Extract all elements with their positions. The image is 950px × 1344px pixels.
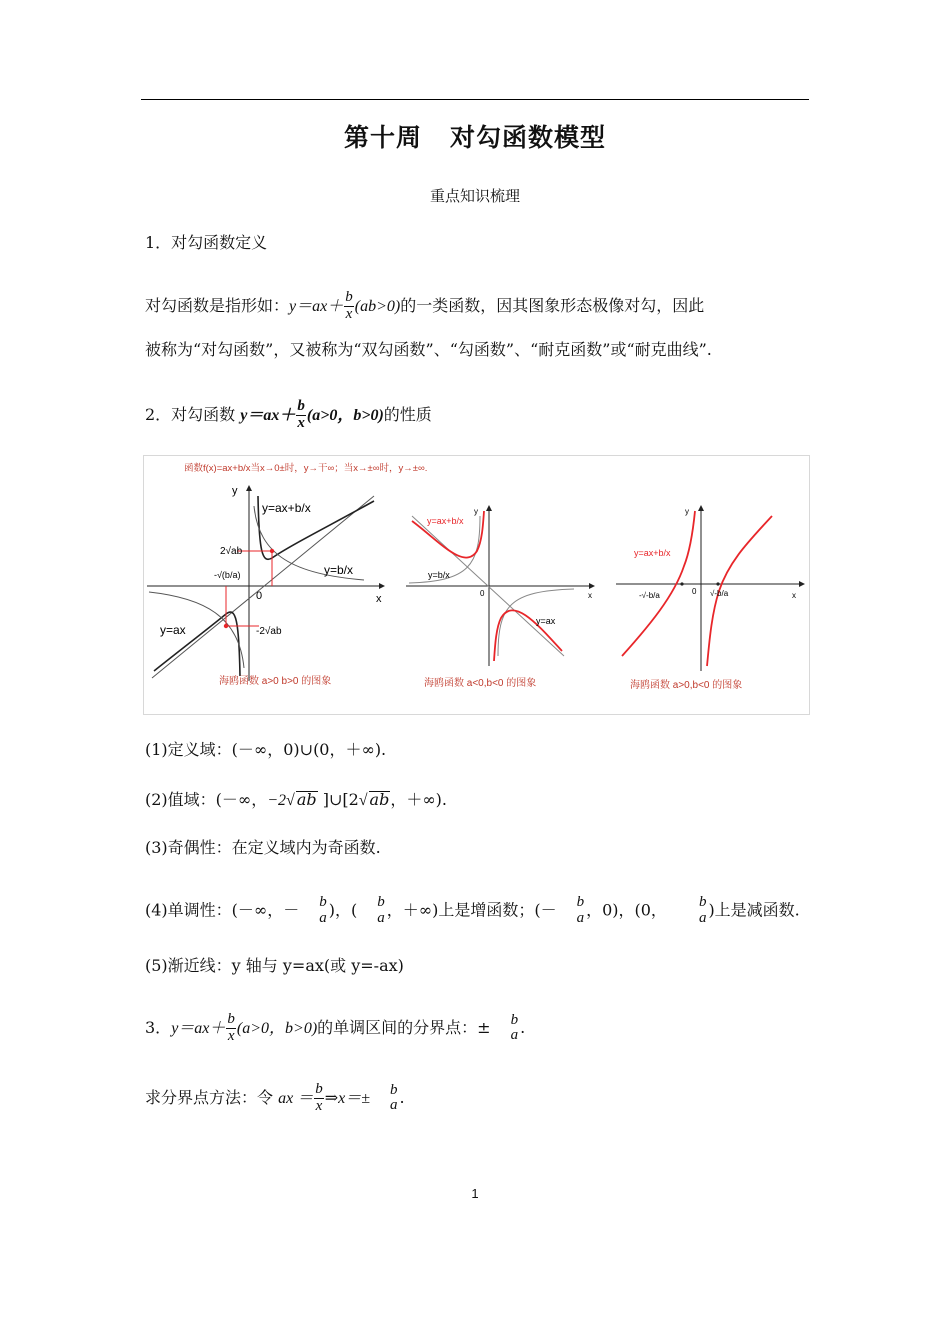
g3-origin-label: 0: [692, 587, 697, 596]
g1-asymptote-line: [152, 496, 374, 678]
property-monotonicity: (4)单调性：(－∞，－ b a )，( b a ，＋∞)上是增函数；(－ b a ，0)，(0， b a )上是减函数.: [145, 894, 800, 926]
g1-caption: 海鸥函数 a>0 b>0 的图象: [219, 676, 332, 687]
g3-caption: 海鸥函数 a>0,b<0 的图象: [630, 680, 743, 691]
header-rule: [141, 99, 809, 100]
figure-top-caption: 函数f(x)=ax+b/x当x→0±时，y→干∞；当x→±∞时，y→±∞.: [184, 463, 428, 474]
property-asymptotes: (5)渐近线：y 轴与 y=ax(或 y=-ax): [145, 956, 404, 975]
graph-2: [406, 506, 594, 689]
g1-point-min: [270, 549, 274, 553]
fraction-b-over-x: $\frac{b}{x}$: [345, 289, 353, 322]
g2-caption: 海鸥函数 a<0,b<0 的图象: [424, 678, 537, 689]
g3-x-label: x: [792, 591, 796, 600]
g3-root-neg: [680, 582, 683, 585]
g2-curve-label: y=ax+b/x: [427, 516, 464, 526]
subtitle: 重点知识梳理: [429, 187, 520, 205]
g1-origin-label: 0: [256, 590, 263, 602]
g3-pos-root-label: √-b/a: [710, 589, 729, 598]
graph-figure: [143, 455, 810, 715]
section-2-heading: 2．对勾函数 y＝ax＋ $\frac{b}{x}$ (a>0，b>0)的性质: [145, 398, 432, 431]
g2-hyperbola-label: y=b/x: [428, 570, 450, 580]
g1-x-label: x: [376, 593, 382, 605]
section-1-heading: 1．对勾函数定义: [145, 233, 268, 252]
g1-neg-value-label: -2√ab: [256, 626, 282, 637]
graph-1: [147, 485, 384, 687]
g1-pos-value-label: 2√ab: [220, 546, 243, 557]
g3-curve-label: y=ax+b/x: [634, 548, 671, 558]
graph-3: [616, 506, 804, 691]
page-number: 1: [471, 1186, 479, 1201]
definition-line-1: 对勾函数是指形如：y＝ax＋ $\frac{b}{x}$ (ab>0)的一类函数，因其图象形态极像对勾，因此: [145, 289, 705, 322]
g3-y-label: y: [685, 507, 689, 516]
g1-point-max: [224, 624, 228, 628]
section-3-line: 3．y＝ax＋ $\frac{b}{x}$ (a>0，b>0)的单调区间的分界点：± b a .: [145, 1011, 526, 1044]
g2-origin-label: 0: [480, 589, 485, 598]
fraction-b-over-x: $\frac{b}{x}$: [297, 398, 305, 431]
property-parity: (3)奇偶性：在定义域内为奇函数.: [145, 838, 381, 857]
definition-line-2: 被称为“对勾函数”，又被称为“双勾函数”、“勾函数”、“耐克函数”或“耐克曲线”.: [145, 340, 712, 359]
g3-root-pos: [716, 582, 719, 585]
property-domain: (1)定义域：(－∞，0)∪(0，＋∞).: [145, 740, 387, 759]
g2-line-label: y=ax: [536, 616, 556, 626]
title-topic: 对勾函数模型: [450, 123, 607, 152]
g1-hyperbola-label: y=b/x: [324, 563, 354, 577]
g1-y-label: y: [232, 485, 238, 497]
title-week: 第十周: [343, 123, 422, 152]
g3-neg-root-label: -√-b/a: [639, 591, 660, 600]
method-line: 求分界点方法：令 ax ＝ $\frac{b}{x}$ ⇒x＝± b a .: [145, 1081, 405, 1114]
g1-vertex-x-label: -√(b/a): [214, 570, 241, 580]
g1-curve-label: y=ax+b/x: [262, 501, 311, 515]
page-title: [0, 118, 950, 154]
property-range: (2)值域：(－∞，−2√ ab ]∪[2√ ab，＋∞).: [145, 790, 447, 809]
g2-x-label: x: [588, 591, 592, 600]
g1-line-label: y=ax: [160, 623, 186, 637]
g2-y-label: y: [474, 507, 478, 516]
